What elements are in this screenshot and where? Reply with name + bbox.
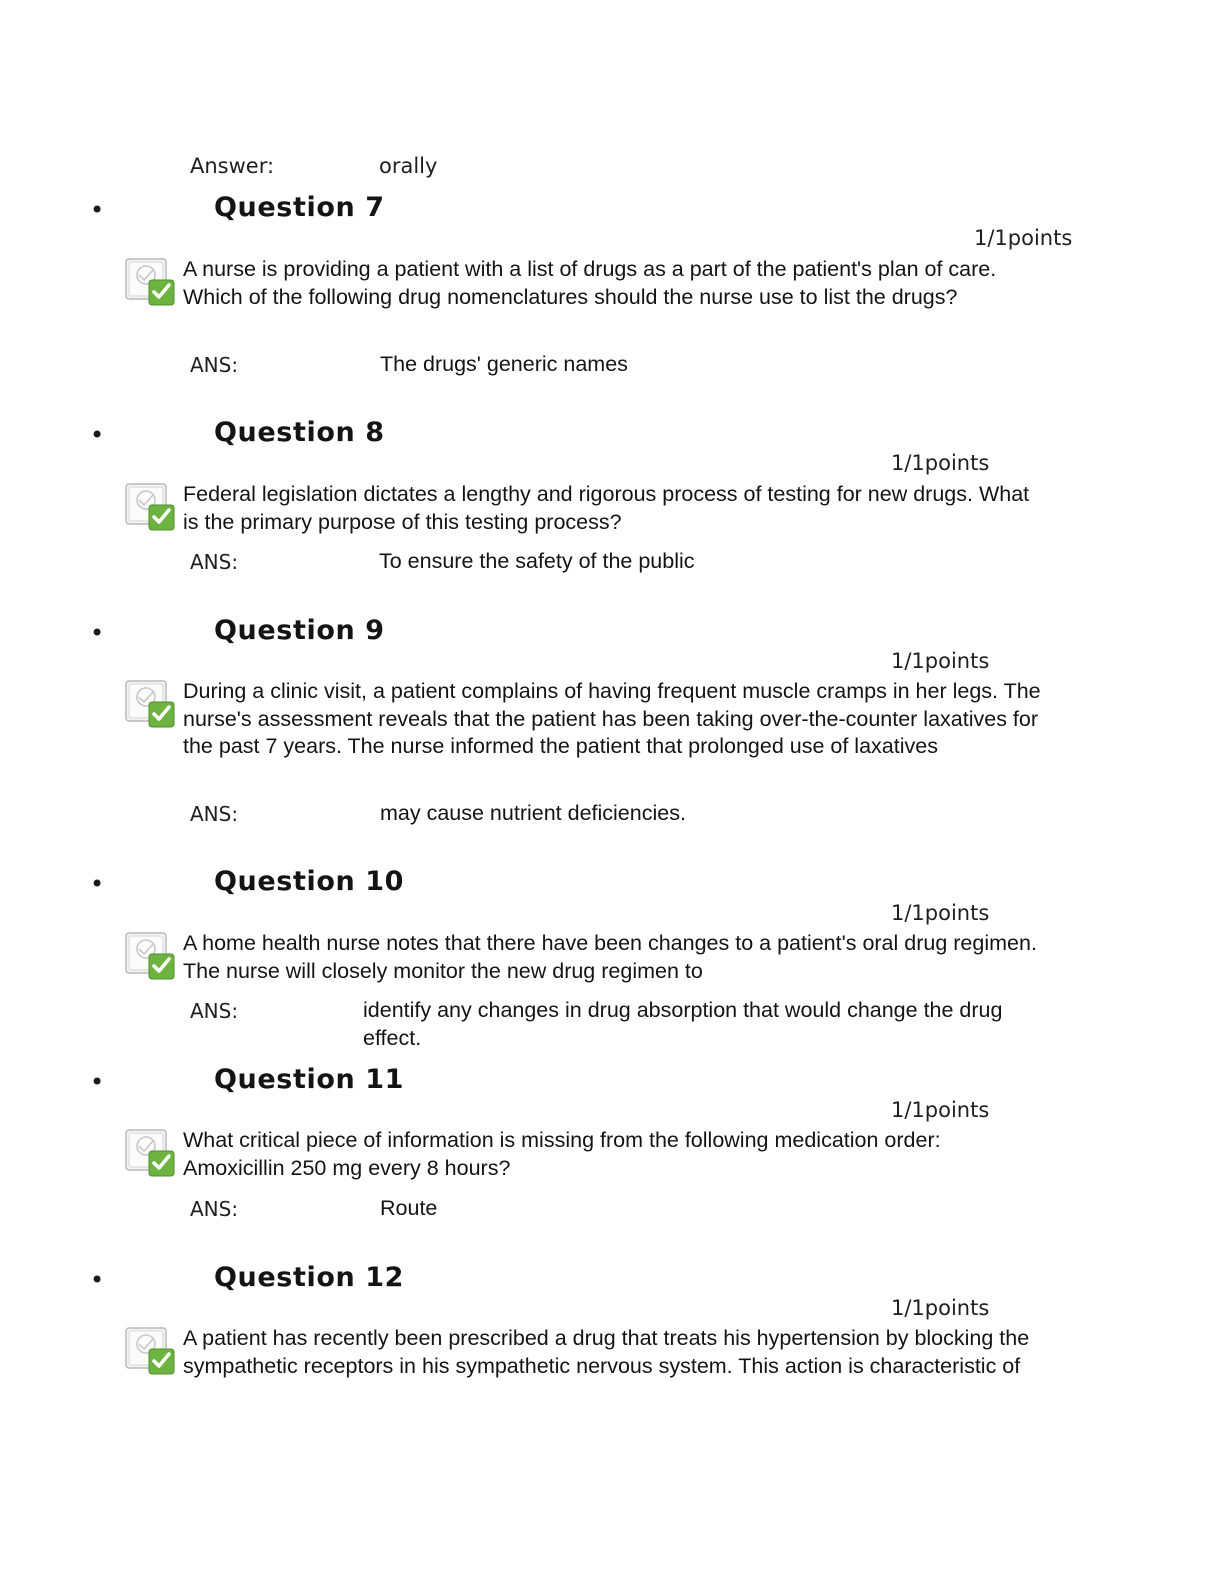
correct-check-icon [125,930,177,982]
correct-check-icon [125,1325,177,1377]
question-heading: Question 12 [214,1262,405,1293]
question-heading: Question 11 [214,1064,405,1095]
bullet: • [90,619,105,647]
question-text: A home health nurse notes that there have been changes to a patient's oral drug regimen. The nurse will closely monitor the new drug regimen to [183,931,1037,983]
question-heading: Question 7 [214,192,385,223]
question-heading: Question 9 [214,615,385,646]
answer-label: ANS: [190,802,239,826]
question-text: During a clinic visit, a patient complains of having frequent muscle cramps in her legs. The nurse's assessment reveals that the patient has been taking over-the-counter laxatives for the past 7 years. The nurse informed the patient that prolonged use of laxatives [183,679,1041,758]
correct-check-icon [125,256,177,308]
bullet: • [90,1266,105,1294]
question-text: A patient has recently been prescribed a drug that treats his hypertension by blocking the sympathetic receptors in his sympathetic nervous system. This action is characteristic of [183,1326,1030,1378]
answer-label: ANS: [190,999,239,1023]
answer-text: may cause nutrient deficiencies. [380,801,686,825]
bullet: • [90,1068,105,1096]
previous-answer-value: orally [379,154,438,178]
answer-text: Route [380,1196,438,1220]
bullet: • [90,196,105,224]
answer-text: identify any changes in drug absorption that would change the drug effect. [363,998,1003,1050]
points-score: 1/1points [891,451,990,475]
correct-check-icon [125,1127,177,1179]
question-heading: Question 10 [214,866,405,897]
bullet: • [90,421,105,449]
points-score: 1/1points [891,649,990,673]
answer-text: The drugs' generic names [380,352,628,376]
points-score: 1/1points [891,1098,990,1122]
points-score: 1/1points [891,901,990,925]
answer-label: ANS: [190,1197,239,1221]
question-heading: Question 8 [214,417,385,448]
answer-text: To ensure the safety of the public [379,549,695,573]
question-text: A nurse is providing a patient with a list of drugs as a part of the patient's plan of care. Which of the following drug nomenclatures should the nurse use to list the drugs? [183,257,997,309]
correct-check-icon [125,678,177,730]
bullet: • [90,870,105,898]
question-text: What critical piece of information is missing from the following medication order: Amoxicillin 250 mg every 8 hours? [183,1128,941,1180]
points-score: 1/1points [974,226,1073,250]
previous-answer-label: Answer: [190,154,275,178]
points-score: 1/1points [891,1296,990,1320]
question-text: Federal legislation dictates a lengthy and rigorous process of testing for new drugs. What is the primary purpose of this testing process? [183,482,1030,534]
answer-label: ANS: [190,550,239,574]
correct-check-icon [125,481,177,533]
answer-label: ANS: [190,353,239,377]
